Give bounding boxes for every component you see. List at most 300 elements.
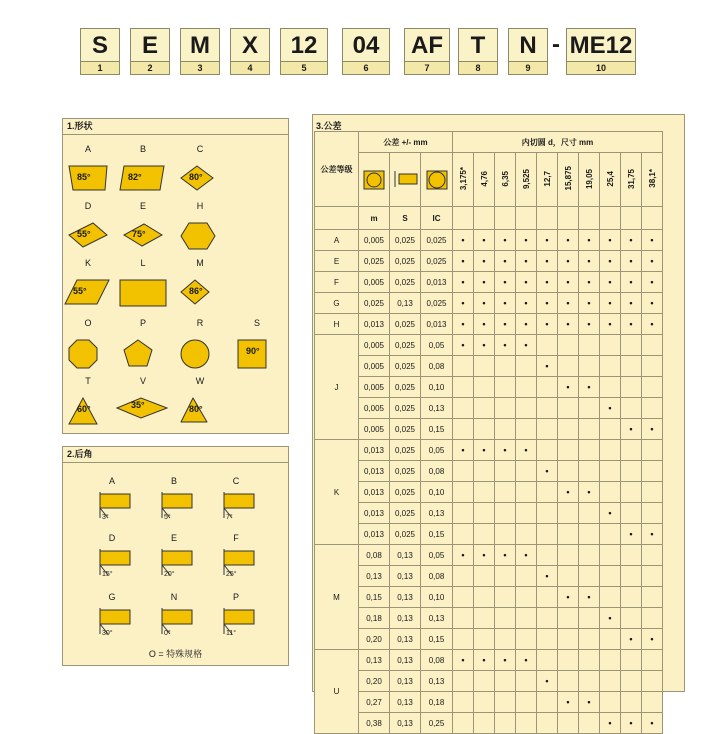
empty-cell: [495, 356, 516, 377]
availability-dot: •: [474, 335, 495, 356]
empty-cell: [474, 671, 495, 692]
shape-label-s: S: [253, 318, 260, 328]
empty-cell: [621, 671, 642, 692]
shape-label-o: O: [84, 318, 92, 328]
availability-dot: •: [621, 272, 642, 293]
ic-icon: [421, 153, 453, 207]
empty-cell: [474, 482, 495, 503]
table-row: [315, 587, 663, 608]
availability-dot: •: [621, 314, 642, 335]
availability-dot: •: [537, 356, 558, 377]
table-row: [315, 482, 663, 503]
size-header-10: 38,1*: [642, 153, 663, 207]
s-cell: 0,025: [390, 440, 421, 461]
empty-cell: [516, 461, 537, 482]
table-row: [315, 251, 663, 272]
shape-b-icon: [118, 164, 168, 196]
shape-label-b: B: [139, 144, 146, 154]
empty-cell: [537, 713, 558, 734]
clearance-angle-d: 15°: [102, 571, 113, 578]
availability-dot: •: [579, 692, 600, 713]
empty-cell: [495, 587, 516, 608]
empty-cell: [453, 608, 474, 629]
s-cell: 0,025: [390, 251, 421, 272]
clearance-label-p: P: [232, 592, 239, 602]
empty-cell: [621, 356, 642, 377]
clearance-label-g: G: [108, 592, 116, 602]
availability-dot: •: [642, 314, 663, 335]
m-cell: 0,13: [359, 650, 390, 671]
availability-dot: •: [474, 293, 495, 314]
availability-dot: •: [642, 713, 663, 734]
table-row: [315, 335, 663, 356]
empty-cell: [537, 440, 558, 461]
s-cell: 0,025: [390, 398, 421, 419]
empty-cell: [558, 440, 579, 461]
availability-dot: •: [516, 230, 537, 251]
empty-cell: [537, 692, 558, 713]
m-cell: 0,025: [359, 293, 390, 314]
m-cell: 0,005: [359, 356, 390, 377]
empty-cell: [558, 545, 579, 566]
availability-dot: •: [558, 587, 579, 608]
empty-cell: [537, 377, 558, 398]
empty-cell: [495, 608, 516, 629]
s-cell: 0,025: [390, 272, 421, 293]
empty-cell: [474, 713, 495, 734]
empty-cell: [558, 356, 579, 377]
availability-dot: •: [537, 230, 558, 251]
s-cell: 0,13: [390, 545, 421, 566]
empty-cell: [474, 377, 495, 398]
size-header-6: 15,875: [558, 153, 579, 207]
class-cell: J: [315, 335, 359, 440]
s-cell: 0,025: [390, 230, 421, 251]
empty-cell: [537, 398, 558, 419]
code-index-9: 9: [508, 62, 548, 75]
m-cell: 0,005: [359, 398, 390, 419]
code-box-6: 04: [342, 28, 390, 62]
shape-angle-b: 82°: [128, 172, 142, 182]
empty-cell: [621, 608, 642, 629]
table-row: [315, 314, 663, 335]
shape-r-icon: [179, 338, 221, 370]
ic-cell: 0,05: [421, 545, 453, 566]
availability-dot: •: [600, 272, 621, 293]
s-cell: 0,13: [390, 608, 421, 629]
availability-dot: •: [495, 545, 516, 566]
shape-angle-m: 86°: [189, 286, 203, 296]
empty-cell: [621, 503, 642, 524]
table-row: [315, 419, 663, 440]
s-cell: 0,025: [390, 314, 421, 335]
empty-cell: [453, 419, 474, 440]
shape-label-e: E: [139, 201, 146, 211]
empty-cell: [516, 398, 537, 419]
empty-cell: [579, 608, 600, 629]
s-cell: 0,13: [390, 650, 421, 671]
empty-cell: [621, 377, 642, 398]
class-cell: U: [315, 650, 359, 734]
class-cell: G: [315, 293, 359, 314]
availability-dot: •: [600, 713, 621, 734]
availability-dot: •: [537, 671, 558, 692]
code-index-3: 3: [180, 62, 220, 75]
availability-dot: •: [579, 293, 600, 314]
empty-cell: [600, 482, 621, 503]
availability-dot: •: [495, 230, 516, 251]
availability-dot: •: [474, 230, 495, 251]
empty-cell: [516, 482, 537, 503]
m-cell: 0,005: [359, 377, 390, 398]
availability-dot: •: [495, 251, 516, 272]
m-cell: 0,38: [359, 713, 390, 734]
empty-cell: [600, 356, 621, 377]
availability-dot: •: [516, 545, 537, 566]
availability-dot: •: [453, 251, 474, 272]
empty-cell: [516, 587, 537, 608]
availability-dot: •: [537, 293, 558, 314]
size-header-8: 25,4: [600, 153, 621, 207]
m-cell: 0,15: [359, 587, 390, 608]
empty-cell: [495, 398, 516, 419]
empty-cell: [453, 524, 474, 545]
empty-cell: [537, 650, 558, 671]
availability-dot: •: [621, 713, 642, 734]
empty-cell: [537, 335, 558, 356]
empty-cell: [558, 335, 579, 356]
empty-cell: [579, 440, 600, 461]
empty-cell: [621, 482, 642, 503]
table-row: [315, 524, 663, 545]
table-row: [315, 545, 663, 566]
empty-cell: [516, 671, 537, 692]
shape-panel-title: 1.形状: [63, 119, 288, 135]
clearance-angle-f: 25°: [226, 571, 237, 578]
empty-cell: [600, 671, 621, 692]
ic-cell: 0,15: [421, 524, 453, 545]
empty-cell: [558, 419, 579, 440]
availability-dot: •: [516, 272, 537, 293]
m-cell: 0,013: [359, 461, 390, 482]
table-row: [315, 503, 663, 524]
clearance-label-n: N: [170, 592, 178, 602]
availability-dot: •: [579, 272, 600, 293]
empty-cell: [579, 629, 600, 650]
availability-dot: •: [558, 377, 579, 398]
empty-cell: [495, 503, 516, 524]
availability-dot: •: [579, 314, 600, 335]
shape-label-t: T: [85, 376, 91, 386]
code-box-7: AF: [404, 28, 450, 62]
availability-dot: •: [558, 272, 579, 293]
table-row: [315, 440, 663, 461]
shape-h-icon: [179, 221, 221, 253]
empty-cell: [453, 587, 474, 608]
code-index-5: 5: [280, 62, 328, 75]
s-cell: 0,13: [390, 692, 421, 713]
clearance-angle-g: 30°: [102, 630, 113, 637]
shape-label-m: M: [196, 258, 204, 268]
shape-label-w: W: [195, 376, 205, 386]
availability-dot: •: [621, 524, 642, 545]
empty-cell: [579, 461, 600, 482]
m-cell: 0,005: [359, 335, 390, 356]
empty-cell: [495, 461, 516, 482]
clearance-label-e: E: [170, 533, 177, 543]
empty-cell: [600, 587, 621, 608]
availability-dot: •: [579, 587, 600, 608]
clearance-label-b: B: [170, 476, 177, 486]
empty-cell: [642, 503, 663, 524]
empty-cell: [600, 629, 621, 650]
empty-cell: [516, 524, 537, 545]
shape-angle-c: 80°: [189, 172, 203, 182]
empty-cell: [621, 692, 642, 713]
empty-cell: [516, 356, 537, 377]
availability-dot: •: [453, 440, 474, 461]
s-cell: 0,025: [390, 335, 421, 356]
empty-cell: [516, 377, 537, 398]
availability-dot: •: [537, 566, 558, 587]
shape-label-d: D: [84, 201, 92, 211]
ic-cell: 0,10: [421, 482, 453, 503]
class-cell: A: [315, 230, 359, 251]
empty-cell: [453, 503, 474, 524]
availability-dot: •: [453, 272, 474, 293]
empty-cell: [621, 335, 642, 356]
empty-cell: [474, 587, 495, 608]
empty-cell: [516, 629, 537, 650]
availability-dot: •: [453, 314, 474, 335]
empty-cell: [453, 398, 474, 419]
availability-dot: •: [600, 608, 621, 629]
m-cell: 0,20: [359, 671, 390, 692]
empty-cell: [474, 629, 495, 650]
subheader-ic: IC: [421, 207, 453, 230]
empty-cell: [537, 503, 558, 524]
empty-cell: [474, 461, 495, 482]
clearance-angle-c: 7°: [226, 514, 233, 521]
code-dash: -: [552, 31, 560, 58]
ic-cell: 0,025: [421, 251, 453, 272]
ic-cell: 0,13: [421, 503, 453, 524]
ic-cell: 0,13: [421, 671, 453, 692]
availability-dot: •: [516, 440, 537, 461]
table-row: [315, 713, 663, 734]
special-note: O = 特殊规格: [148, 649, 203, 659]
availability-dot: •: [474, 545, 495, 566]
s-cell: 0,025: [390, 461, 421, 482]
empty-cell: [600, 377, 621, 398]
shape-l-icon: [118, 278, 168, 310]
empty-cell: [453, 461, 474, 482]
s-cell: 0,025: [390, 482, 421, 503]
empty-cell: [642, 398, 663, 419]
table-row: [315, 629, 663, 650]
empty-cell: [474, 356, 495, 377]
empty-cell: [642, 335, 663, 356]
shape-angle-a: 85°: [77, 172, 91, 182]
availability-dot: •: [516, 650, 537, 671]
code-box-8: T: [458, 28, 498, 62]
empty-cell: [516, 566, 537, 587]
tolerance-panel-title: 3.公差: [316, 121, 342, 131]
empty-cell: [474, 608, 495, 629]
m-cell: 0,13: [359, 566, 390, 587]
availability-dot: •: [453, 545, 474, 566]
empty-cell: [474, 566, 495, 587]
subheader-s: S: [390, 207, 421, 230]
code-index-8: 8: [458, 62, 498, 75]
empty-cell: [516, 713, 537, 734]
empty-cell: [642, 671, 663, 692]
shape-angle-k: 55°: [73, 286, 87, 296]
availability-dot: •: [537, 314, 558, 335]
empty-cell: [474, 524, 495, 545]
empty-cell: [600, 650, 621, 671]
empty-cell: [558, 650, 579, 671]
clearance-angle-n: 0°: [164, 630, 171, 637]
table-row: [315, 461, 663, 482]
shape-k-icon: [63, 278, 113, 310]
table-row: [315, 230, 663, 251]
s-cell: 0,13: [390, 671, 421, 692]
clearance-label-a: A: [108, 476, 115, 486]
empty-cell: [558, 398, 579, 419]
empty-cell: [495, 692, 516, 713]
s-cell: 0,025: [390, 503, 421, 524]
empty-cell: [600, 419, 621, 440]
m-cell: 0,005: [359, 419, 390, 440]
ic-cell: 0,08: [421, 650, 453, 671]
s-cell: 0,13: [390, 713, 421, 734]
m-cell: 0,08: [359, 545, 390, 566]
availability-dot: •: [558, 692, 579, 713]
availability-dot: •: [453, 230, 474, 251]
m-cell: 0,005: [359, 230, 390, 251]
availability-dot: •: [474, 650, 495, 671]
shape-angle-s: 90°: [246, 346, 260, 356]
availability-dot: •: [495, 314, 516, 335]
ic-cell: 0,18: [421, 692, 453, 713]
availability-dot: •: [537, 251, 558, 272]
shape-angle-e: 75°: [132, 229, 146, 239]
empty-cell: [642, 566, 663, 587]
ic-cell: 0,25: [421, 713, 453, 734]
class-cell: H: [315, 314, 359, 335]
size-header-9: 31,75: [621, 153, 642, 207]
availability-dot: •: [600, 314, 621, 335]
availability-dot: •: [579, 230, 600, 251]
empty-cell: [621, 587, 642, 608]
availability-dot: •: [600, 251, 621, 272]
code-index-10: 10: [566, 62, 636, 75]
clearance-angle-e: 20°: [164, 571, 175, 578]
code-index-2: 2: [130, 62, 170, 75]
empty-cell: [600, 335, 621, 356]
empty-cell: [558, 629, 579, 650]
empty-cell: [579, 335, 600, 356]
s-cell: 0,025: [390, 377, 421, 398]
availability-dot: •: [621, 230, 642, 251]
code-box-10: ME12: [566, 28, 636, 62]
empty-cell: [600, 692, 621, 713]
clearance-panel-title: 2.后角: [63, 447, 288, 463]
ic-cell: 0,10: [421, 377, 453, 398]
empty-cell: [495, 524, 516, 545]
availability-dot: •: [516, 335, 537, 356]
size-header-1: 3,175*: [453, 153, 474, 207]
empty-cell: [537, 419, 558, 440]
s-cell: 0,13: [390, 587, 421, 608]
s-cell: 0,025: [390, 419, 421, 440]
empty-cell: [495, 377, 516, 398]
empty-cell: [558, 713, 579, 734]
shape-angle-w: 80°: [189, 404, 203, 414]
m-cell: 0,013: [359, 314, 390, 335]
ic-cell: 0,05: [421, 440, 453, 461]
availability-dot: •: [642, 272, 663, 293]
code-box-2: E: [130, 28, 170, 62]
m-cell: 0,013: [359, 524, 390, 545]
empty-cell: [453, 629, 474, 650]
empty-cell: [642, 461, 663, 482]
availability-dot: •: [558, 293, 579, 314]
shape-label-c: C: [196, 144, 204, 154]
empty-cell: [495, 566, 516, 587]
empty-cell: [537, 587, 558, 608]
availability-dot: •: [600, 398, 621, 419]
m-cell: 0,025: [359, 251, 390, 272]
empty-cell: [495, 482, 516, 503]
shape-label-l: L: [140, 258, 146, 268]
code-box-1: S: [80, 28, 120, 62]
shape-label-p: P: [139, 318, 146, 328]
ic-cell: 0,10: [421, 587, 453, 608]
m-cell: 0,013: [359, 503, 390, 524]
shape-label-v: V: [139, 376, 146, 386]
availability-dot: •: [600, 503, 621, 524]
s-cell: 0,13: [390, 566, 421, 587]
table-row: [315, 566, 663, 587]
table-row: [315, 692, 663, 713]
empty-cell: [579, 650, 600, 671]
empty-cell: [474, 503, 495, 524]
shape-angle-v: 35°: [131, 400, 145, 410]
availability-dot: •: [474, 314, 495, 335]
s-icon: [390, 153, 421, 207]
availability-dot: •: [495, 293, 516, 314]
ic-cell: 0,08: [421, 566, 453, 587]
table-row: [315, 608, 663, 629]
code-box-5: 12: [280, 28, 328, 62]
ic-cell: 0,15: [421, 419, 453, 440]
clearance-angle-p: 11°: [226, 630, 237, 637]
s-cell: 0,13: [390, 629, 421, 650]
availability-dot: •: [579, 377, 600, 398]
empty-cell: [495, 629, 516, 650]
empty-cell: [558, 524, 579, 545]
class-cell: E: [315, 251, 359, 272]
table-row: [315, 671, 663, 692]
availability-dot: •: [474, 440, 495, 461]
code-index-1: 1: [80, 62, 120, 75]
empty-cell: [558, 671, 579, 692]
availability-dot: •: [621, 629, 642, 650]
code-box-3: M: [180, 28, 220, 62]
shape-o-icon: [67, 338, 109, 370]
